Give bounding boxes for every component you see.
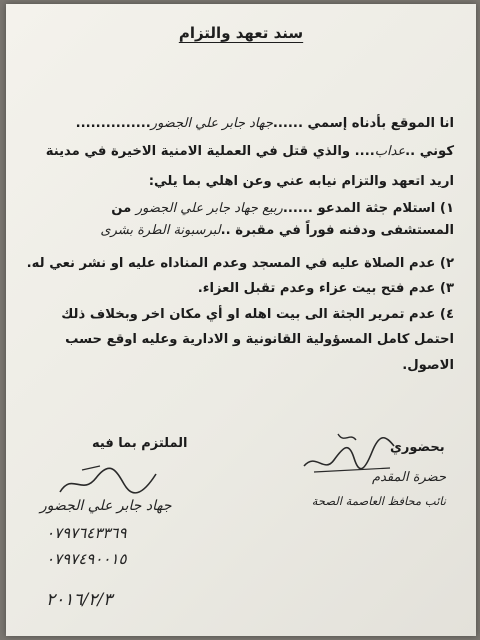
pledge-item-3: ٣) عدم فتح بيت عزاء وعدم تقبل العزاء. — [197, 281, 454, 296]
phone-number-2: ٠٧٩٧٤٩٠٠١٥ — [46, 550, 127, 568]
signing-date: ٢٠١٦/٢/٣ — [46, 590, 113, 610]
official-title-line1: حضرة المقدم — [372, 470, 446, 485]
pledge-item-1-cont — [24, 223, 454, 238]
pledge-line-intro: اريد اتعهد والتزام نيابه عني وعن اهلي بما يلي: — [148, 174, 454, 189]
handwritten-relation: عداب — [374, 144, 406, 159]
handwritten-cemetery: لبرسبونة الطرة بشرى — [100, 223, 221, 238]
document-title-text: سند تعهد والتزام — [178, 24, 304, 42]
pledge-item-2: ٢) عدم الصلاة عليه في المسجد وعدم المناداه عليه او نشر نعي له. — [26, 256, 454, 271]
committed-label: الملتزم بما فيه — [92, 436, 188, 451]
pledge-item-4-cont: احتمل كامل المسؤولية القانونية و الادارية وعليه اوقع حسب — [65, 332, 454, 347]
handwritten-name: جهاد جابر علي الجضور — [150, 116, 273, 131]
item-1-prefix: ١) استلام جثة المدعو ...... — [282, 201, 454, 216]
item-1b-prefix: المستشفى ودفنه فوراً في مقبرة .. — [220, 223, 454, 238]
relation-suffix: .... والذي قتل في العملية الامنية الاخيرة في مدينة — [45, 144, 375, 159]
presence-label: بحضوري — [390, 440, 445, 455]
pledge-item-1 — [24, 201, 454, 216]
document-page — [6, 4, 476, 636]
pledge-line-name — [24, 116, 454, 131]
pledge-line-relation — [24, 144, 454, 159]
pledge-item-4-end: الاصول. — [402, 358, 454, 373]
item-1-suffix: من — [111, 201, 132, 216]
handwritten-deceased-name: ربيع جهاد جابر علي الجضور — [135, 201, 283, 216]
relation-prefix: كوني .. — [405, 144, 454, 159]
document-title — [6, 24, 476, 42]
name-prefix: انا الموقع بأدناه إسمي ...... — [272, 116, 454, 131]
pledge-item-4: ٤) عدم تمرير الجثة الى بيت اهله او أي مكان اخر وبخلاف ذلك — [61, 307, 454, 322]
name-suffix: ............... — [75, 116, 151, 131]
committed-name: جهاد جابر علي الجضور — [40, 498, 172, 514]
committed-signature-icon — [52, 462, 162, 502]
official-title-line2: نائب محافظ العاصمة الصحة — [311, 494, 446, 508]
phone-number-1: ٠٧٩٧٦٤٣٣٦٩ — [46, 524, 127, 542]
